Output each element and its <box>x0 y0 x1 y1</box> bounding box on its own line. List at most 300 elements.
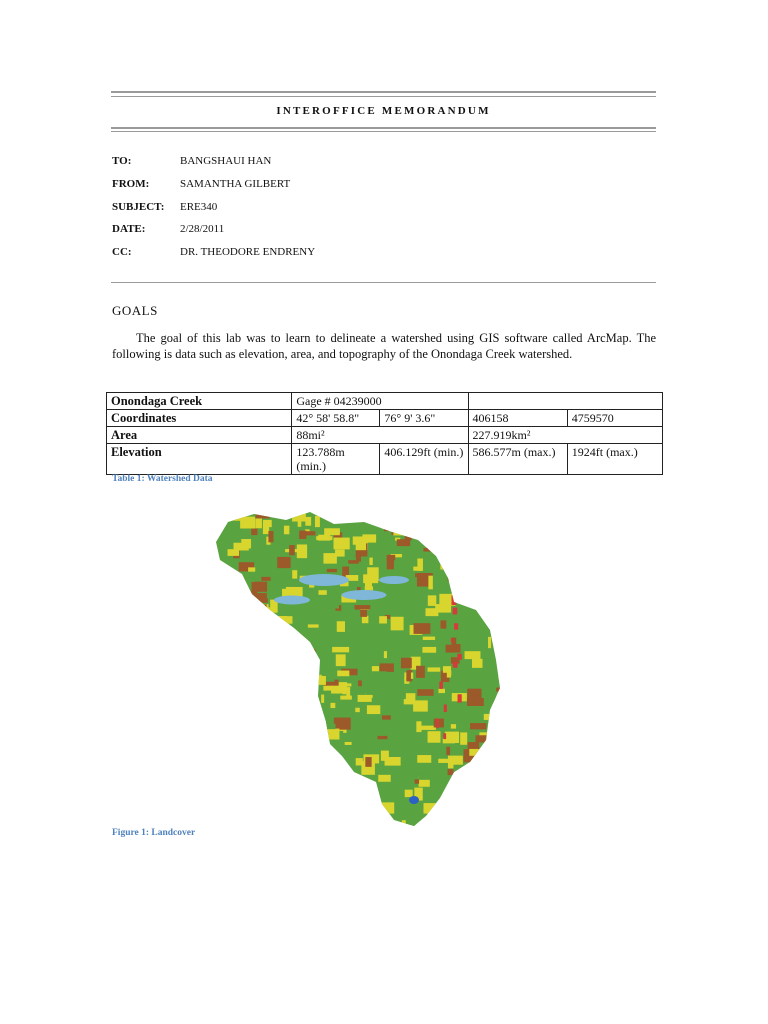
landcover-patch <box>365 688 377 695</box>
landcover-patch <box>252 630 262 639</box>
landcover-patch <box>259 604 269 618</box>
landcover-patch <box>313 786 321 795</box>
landcover-patch <box>493 585 504 590</box>
landcover-patch <box>324 724 335 729</box>
landcover-patch <box>440 524 449 536</box>
landcover-patch <box>478 788 483 799</box>
landcover-patch <box>478 510 481 515</box>
landcover-patch <box>299 735 305 747</box>
landcover-patch <box>259 733 268 747</box>
landcover-patch <box>466 793 473 804</box>
landcover-patch <box>452 826 461 830</box>
landcover-patch <box>310 674 318 679</box>
landcover-patch <box>307 649 315 656</box>
landcover-patch <box>224 714 238 725</box>
landcover-patch <box>369 558 372 565</box>
landcover-patch <box>308 672 311 676</box>
table-row <box>107 393 663 410</box>
landcover-patch <box>295 666 305 670</box>
landcover-patch <box>232 712 239 722</box>
landcover-patch <box>405 790 413 797</box>
landcover-patch <box>308 675 321 681</box>
landcover-patch <box>324 805 328 810</box>
landcover-patch <box>377 736 387 739</box>
landcover-patch <box>264 740 275 748</box>
landcover-patch <box>260 817 267 830</box>
title-bottom-rule <box>111 127 656 129</box>
landcover-patch <box>459 769 464 773</box>
landcover-patch <box>398 688 406 699</box>
landcover-patch <box>423 637 435 640</box>
landcover-patch <box>221 583 238 586</box>
landcover-patch <box>318 590 326 595</box>
landcover-patch <box>391 617 404 631</box>
table-cell: Gage # 04239000 <box>292 393 468 410</box>
landcover-patch <box>388 510 395 515</box>
landcover-patch <box>308 803 321 810</box>
landcover-patch <box>293 800 301 812</box>
landcover-patch <box>246 520 253 527</box>
landcover-patch <box>229 511 245 521</box>
landcover-patch <box>298 515 302 526</box>
landcover-patch <box>228 549 240 556</box>
landcover-patch <box>229 628 244 639</box>
landcover-patch <box>288 652 297 662</box>
landcover-patch <box>261 773 265 783</box>
landcover-patch <box>459 591 475 600</box>
landcover-patch <box>362 616 369 623</box>
landcover-patch <box>415 779 420 783</box>
landcover-patch <box>289 794 303 807</box>
landcover-patch <box>420 530 426 536</box>
landcover-patch <box>273 823 286 830</box>
landcover-patch <box>234 597 247 606</box>
landcover-patch <box>406 671 411 679</box>
landcover-patch <box>220 794 228 805</box>
landcover-patch <box>438 689 445 693</box>
landcover-patch <box>243 790 253 795</box>
landcover-patch <box>448 574 465 582</box>
landcover-patch <box>219 657 229 671</box>
landcover-patch <box>498 676 502 679</box>
landcover-patch <box>461 519 466 530</box>
landcover-patch <box>433 541 440 554</box>
landcover-patch <box>264 739 276 750</box>
landcover-patch <box>256 801 266 811</box>
landcover-patch <box>334 513 339 521</box>
table-cell: 76° 9' 3.6" <box>380 410 468 427</box>
landcover-patch <box>249 742 263 751</box>
landcover-patch <box>486 562 494 568</box>
landcover-patch <box>423 803 438 813</box>
landcover-patch <box>358 680 362 686</box>
landcover-patch <box>486 589 489 592</box>
landcover-patch <box>215 583 222 593</box>
landcover-patch <box>325 809 333 822</box>
landcover-patch <box>319 813 325 820</box>
header-label: SUBJECT: <box>112 201 165 213</box>
landcover-patch <box>449 529 464 536</box>
landcover-patch <box>330 703 335 708</box>
landcover-patch <box>358 695 372 702</box>
landcover-patch <box>482 639 486 651</box>
landcover-patch <box>292 825 298 829</box>
landcover-patch <box>252 622 258 634</box>
landcover-patch <box>467 689 481 703</box>
landcover-patch <box>451 724 456 728</box>
landcover-patch <box>400 637 414 644</box>
landcover-patch <box>372 671 387 677</box>
landcover-patch <box>443 808 448 813</box>
landcover-patch <box>250 705 253 714</box>
landcover-patch <box>300 769 314 778</box>
table-cell: 1924ft (max.) <box>567 444 662 475</box>
urban-patch <box>443 733 446 739</box>
landcover-patch <box>469 749 482 756</box>
landcover-patch <box>444 518 449 521</box>
table-cell: Coordinates <box>107 410 292 427</box>
landcover-patch <box>493 788 504 792</box>
landcover-patch <box>466 790 477 800</box>
landcover-patch <box>275 616 286 629</box>
landcover-patch <box>492 767 504 770</box>
top-rule <box>111 91 656 93</box>
landcover-patch <box>469 551 475 555</box>
landcover-patch <box>264 756 268 759</box>
landcover-patch <box>472 659 483 668</box>
landcover-patch <box>334 538 350 550</box>
urban-patch <box>437 718 439 728</box>
header-label: FROM: <box>112 178 150 190</box>
landcover-patch <box>464 538 476 544</box>
landcover-patch <box>240 716 246 725</box>
landcover-patch <box>417 755 431 763</box>
table-cell: 586.577m (max.) <box>468 444 567 475</box>
landcover-patch <box>260 804 268 811</box>
landcover-patch <box>360 609 367 617</box>
landcover-patch <box>503 602 504 613</box>
landcover-patch <box>282 703 297 711</box>
landcover-patch <box>385 819 390 830</box>
landcover-patch <box>266 620 275 632</box>
landcover-patch <box>480 519 495 529</box>
landcover-patch <box>233 611 244 625</box>
landcover-patch <box>397 539 408 546</box>
landcover-patch <box>350 812 360 820</box>
header-label: DATE: <box>112 223 146 235</box>
landcover-patch <box>231 630 238 634</box>
landcover-patch <box>417 559 423 571</box>
landcover-patch <box>238 767 252 780</box>
landcover-patch <box>441 673 447 678</box>
landcover-patch <box>230 669 245 677</box>
landcover-patch <box>253 593 267 603</box>
header-label: TO: <box>112 155 132 167</box>
landcover-patch <box>283 757 296 767</box>
landcover-patch <box>469 820 473 824</box>
landcover-patch <box>352 545 355 556</box>
landcover-patch <box>438 642 452 645</box>
landcover-patch <box>219 568 231 571</box>
landcover-patch <box>288 662 300 666</box>
section-heading: GOALS <box>112 303 158 318</box>
landcover-patch <box>500 684 504 695</box>
landcover-patch <box>484 583 501 595</box>
landcover-patch <box>428 731 441 742</box>
landcover-patch <box>419 773 433 780</box>
landcover-patch <box>263 765 271 777</box>
landcover-patch <box>475 735 486 742</box>
header-value: DR. THEODORE ENDRENY <box>180 246 316 258</box>
landcover-patch <box>315 516 320 527</box>
landcover-patch <box>345 742 352 745</box>
urban-patch <box>452 595 457 605</box>
landcover-patch <box>289 545 295 555</box>
landcover-patch <box>318 747 333 757</box>
landcover-patch <box>215 708 225 716</box>
landcover-patch <box>501 667 504 672</box>
landcover-patch <box>324 528 340 535</box>
landcover-patch <box>356 556 361 561</box>
landcover-patch <box>455 780 458 789</box>
landcover-patch <box>233 817 241 821</box>
landcover-patch <box>263 775 273 778</box>
landcover-patch <box>264 677 273 686</box>
landcover-patch <box>440 620 446 628</box>
landcover-patch <box>277 557 290 568</box>
figure-caption: Figure 1: Landcover <box>112 828 196 838</box>
watershed-data-table <box>106 392 663 475</box>
landcover-patch <box>445 732 459 743</box>
landcover-patch <box>452 799 466 809</box>
landcover-patch <box>300 765 305 775</box>
landcover-patch <box>300 763 308 769</box>
landcover-patch <box>248 697 253 710</box>
landcover-patch <box>240 711 252 724</box>
water-body <box>409 796 419 804</box>
landcover-patch <box>393 525 406 536</box>
landcover-patch <box>444 561 460 567</box>
top-rule-thin <box>111 96 656 97</box>
landcover-patch <box>334 718 351 730</box>
landcover-patch <box>327 512 342 520</box>
landcover-patch <box>498 628 504 633</box>
landcover-patch <box>248 567 255 571</box>
urban-patch <box>457 654 461 660</box>
body-paragraph: The goal of this lab was to learn to delineate a watershed using GIS software called ArcMap. The following is data such as elevation, area, and topography of the Onondaga Creek watershed. <box>112 331 656 361</box>
landcover-patch <box>358 735 373 743</box>
landcover-patch <box>292 755 305 759</box>
landcover-patch <box>455 524 459 529</box>
landcover-patch <box>279 825 285 830</box>
table-cell: 406.129ft (min.) <box>380 444 468 475</box>
landcover-patch <box>434 531 438 539</box>
landcover-patch <box>282 798 288 810</box>
landcover-patch <box>401 519 411 527</box>
landcover-patch <box>299 531 306 539</box>
header-value: BANGSHAUI HAN <box>180 155 272 167</box>
landcover-patch <box>434 719 444 728</box>
landcover-patch <box>416 666 425 678</box>
urban-patch <box>439 682 443 689</box>
landcover-patch <box>495 796 504 807</box>
landcover-patch <box>281 744 288 751</box>
landcover-patch <box>357 793 372 805</box>
urban-patch <box>444 705 447 712</box>
landcover-patch <box>458 815 462 825</box>
landcover-patch <box>325 762 340 774</box>
landcover-patch <box>462 801 471 804</box>
landcover-patch <box>325 810 331 820</box>
landcover-patch <box>410 541 420 550</box>
landcover-patch <box>387 555 395 560</box>
landcover-patch <box>239 621 247 631</box>
landcover-patch <box>356 758 363 765</box>
landcover-patch <box>453 536 461 550</box>
urban-patch <box>458 694 462 702</box>
landcover-patch <box>310 559 316 568</box>
landcover-patch <box>255 605 262 610</box>
table-caption: Table 1: Watershed Data <box>112 474 213 484</box>
landcover-patch <box>249 798 259 806</box>
landcover-patch <box>326 601 339 609</box>
landcover-patch <box>245 669 254 682</box>
landcover-patch <box>338 512 345 518</box>
urban-patch <box>451 638 453 643</box>
header-value: SAMANTHA GILBERT <box>180 178 291 190</box>
memo-title: INTEROFFICE MEMORANDUM <box>276 105 491 117</box>
landcover-patch <box>447 670 452 675</box>
landcover-patch <box>252 582 257 593</box>
landcover-patch <box>308 624 319 627</box>
landcover-patch <box>379 616 387 623</box>
landcover-patch <box>378 775 390 782</box>
landcover-patch <box>305 775 308 781</box>
landcover-patch <box>435 604 451 613</box>
landcover-patch <box>263 520 272 527</box>
water-body <box>299 574 349 586</box>
landcover-patch <box>337 792 343 797</box>
landcover-patch <box>268 673 284 678</box>
table-cell: Onondaga Creek <box>107 393 292 410</box>
table-cell: 406158 <box>468 410 567 427</box>
landcover-patch <box>489 796 504 803</box>
landcover-patch <box>256 512 270 518</box>
table-cell: Area <box>107 427 292 444</box>
landcover-patch <box>453 765 467 777</box>
landcover-patch <box>234 659 250 671</box>
landcover-patch <box>237 806 245 813</box>
landcover-patch <box>238 774 243 788</box>
landcover-patch <box>265 705 277 718</box>
landcover-patch <box>314 735 328 740</box>
landcover-patch <box>502 561 504 574</box>
landcover-patch <box>414 623 431 634</box>
landcover-patch <box>497 791 504 803</box>
landcover-patch <box>480 598 491 605</box>
landcover-patch <box>231 761 248 767</box>
landcover-patch <box>223 648 232 651</box>
landcover-patch <box>220 619 235 625</box>
table-cell: 123.788m (min.) <box>292 444 380 475</box>
table-cell: 227.919km² <box>468 427 662 444</box>
landcover-patch <box>229 708 238 721</box>
landcover-patch <box>242 714 259 717</box>
table-cell <box>468 393 662 410</box>
landcover-patch <box>384 522 389 532</box>
landcover-patch <box>428 667 441 671</box>
table-cell: 42° 58' 58.8" <box>292 410 380 427</box>
header-value: ERE340 <box>180 201 218 213</box>
table-row <box>107 410 663 427</box>
landcover-patch <box>241 539 251 548</box>
landcover-patch <box>365 757 371 767</box>
landcover-patch <box>214 806 224 819</box>
landcover-patch <box>493 524 502 538</box>
landcover-patch <box>263 760 278 765</box>
water-body <box>342 590 387 600</box>
landcover-patch <box>336 654 346 666</box>
table-cell: 88mi² <box>292 427 468 444</box>
landcover-patch <box>294 697 308 708</box>
landcover-patch <box>247 615 252 622</box>
urban-patch <box>458 578 463 583</box>
urban-patch <box>454 623 458 629</box>
landcover-patch <box>385 757 401 766</box>
landcover-patch <box>260 689 266 699</box>
landcover-patch <box>312 808 321 819</box>
water-body <box>274 596 310 605</box>
landcover-patch <box>428 595 437 606</box>
landcover-patch <box>446 747 450 755</box>
table-row <box>107 427 663 444</box>
landcover-patch <box>501 663 504 669</box>
landcover-patch <box>248 651 259 659</box>
landcover-patch <box>232 519 240 532</box>
landcover-patch <box>297 544 307 558</box>
landcover-patch <box>367 567 379 581</box>
landcover-patch <box>355 605 371 610</box>
landcover-patch <box>284 526 289 535</box>
landcover-patch <box>406 817 416 829</box>
landcover-patch <box>355 708 360 712</box>
landcover-patch <box>253 651 261 664</box>
landcover-patch <box>484 714 497 720</box>
title-bottom-rule-thin <box>111 131 656 132</box>
landcover-patch <box>263 825 275 830</box>
landcover-patch <box>217 696 221 704</box>
landcover-patch <box>471 813 477 823</box>
urban-patch <box>454 570 457 577</box>
landcover-patch <box>417 689 433 696</box>
landcover-patch <box>232 772 243 776</box>
landcover-patch <box>262 809 272 821</box>
landcover-patch <box>247 660 261 674</box>
landcover-patch <box>268 531 273 542</box>
landcover-patch <box>321 695 324 703</box>
landcover-patch <box>456 822 472 825</box>
landcover-patch <box>382 715 391 719</box>
landcover-patch <box>286 656 297 669</box>
landcover-patch <box>288 707 295 719</box>
landcover-patch <box>248 645 253 650</box>
landcover-patch <box>214 611 229 615</box>
landcover-patch <box>420 726 436 730</box>
landcover-patch <box>332 647 349 652</box>
table-cell: 4759570 <box>567 410 662 427</box>
landcover-patch <box>289 800 296 806</box>
landcover-patch <box>422 647 436 653</box>
